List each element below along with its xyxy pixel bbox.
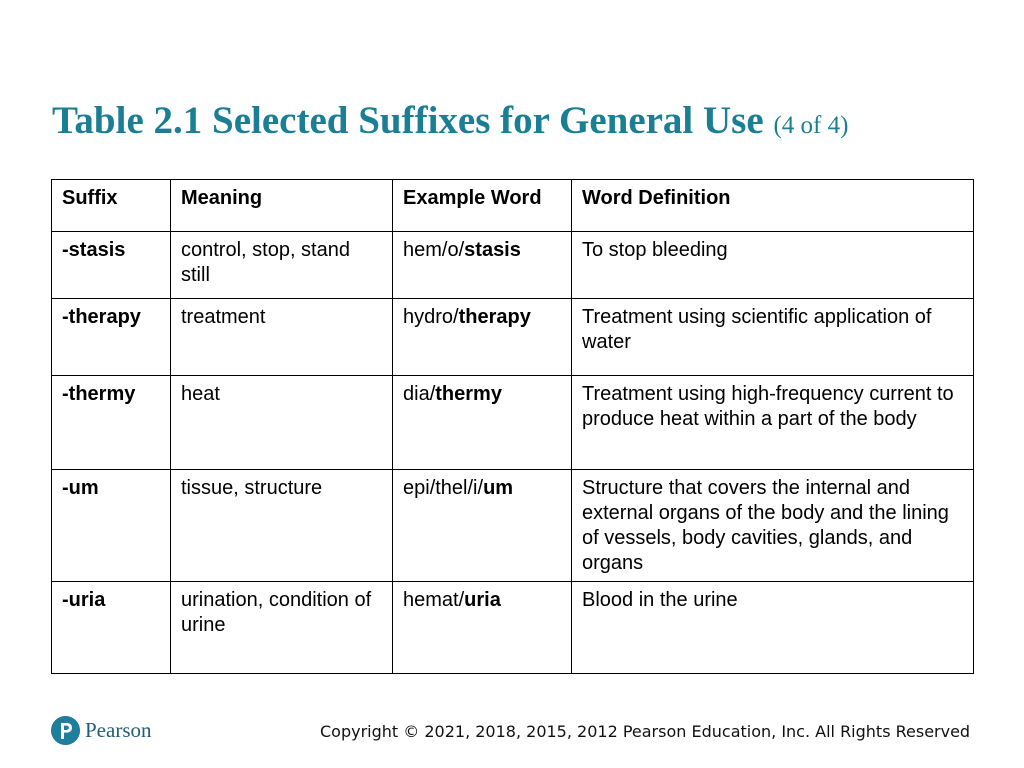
example-suffix: uria [464, 589, 501, 611]
meaning-cell: urination, condition of urine [171, 582, 393, 674]
suffix-cell: -um [52, 470, 171, 582]
definition-cell: Treatment using high-frequency current to produce heat within a part of the body [572, 376, 974, 470]
example-suffix: therapy [458, 306, 531, 328]
example-root: epi/thel/i/ [403, 477, 484, 499]
example-word-cell [393, 582, 572, 674]
meaning-cell: treatment [171, 299, 393, 376]
title-main: Table 2.1 Selected Suffixes for General Use [52, 99, 764, 142]
definition-cell: To stop bleeding [572, 232, 974, 299]
suffix-cell: -uria [52, 582, 171, 674]
meaning-cell: heat [171, 376, 393, 470]
header-word-definition: Word Definition [572, 180, 974, 232]
suffix-table [51, 179, 974, 674]
definition-cell: Blood in the urine [572, 582, 974, 674]
table-header-row [52, 180, 974, 232]
example-suffix: um [483, 477, 514, 499]
example-root: dia/ [403, 383, 436, 405]
table-row [52, 582, 974, 674]
table-row [52, 232, 974, 299]
example-suffix: stasis [464, 239, 521, 261]
slide-title [52, 98, 848, 143]
example-word-cell [393, 470, 572, 582]
example-root: hemat/ [403, 589, 465, 611]
header-meaning: Meaning [171, 180, 393, 232]
pearson-logo [51, 714, 152, 746]
example-root: hem/o/ [403, 239, 465, 261]
suffix-cell: -thermy [52, 376, 171, 470]
example-word-cell [393, 376, 572, 470]
suffix-cell: -therapy [52, 299, 171, 376]
pearson-p-icon [51, 716, 80, 745]
table-row [52, 470, 974, 582]
example-word-cell [393, 232, 572, 299]
meaning-cell: control, stop, stand still [171, 232, 393, 299]
pearson-wordmark: Pearson [85, 717, 152, 742]
header-suffix: Suffix [52, 180, 171, 232]
copyright-notice: Copyright © 2021, 2018, 2015, 2012 Pearson Education, Inc. All Rights Reserved [320, 722, 971, 741]
example-suffix: thermy [435, 383, 502, 405]
example-root: hydro/ [403, 306, 459, 328]
suffix-cell: -stasis [52, 232, 171, 299]
meaning-cell: tissue, structure [171, 470, 393, 582]
definition-cell: Structure that covers the internal and external organs of the body and the lining of vessels, body cavities, glands, and organs [572, 470, 974, 582]
example-word-cell [393, 299, 572, 376]
table-row [52, 299, 974, 376]
title-page-indicator: (4 of 4) [773, 112, 849, 139]
definition-cell: Treatment using scientific application of water [572, 299, 974, 376]
header-example-word: Example Word [393, 180, 572, 232]
table-row [52, 376, 974, 470]
